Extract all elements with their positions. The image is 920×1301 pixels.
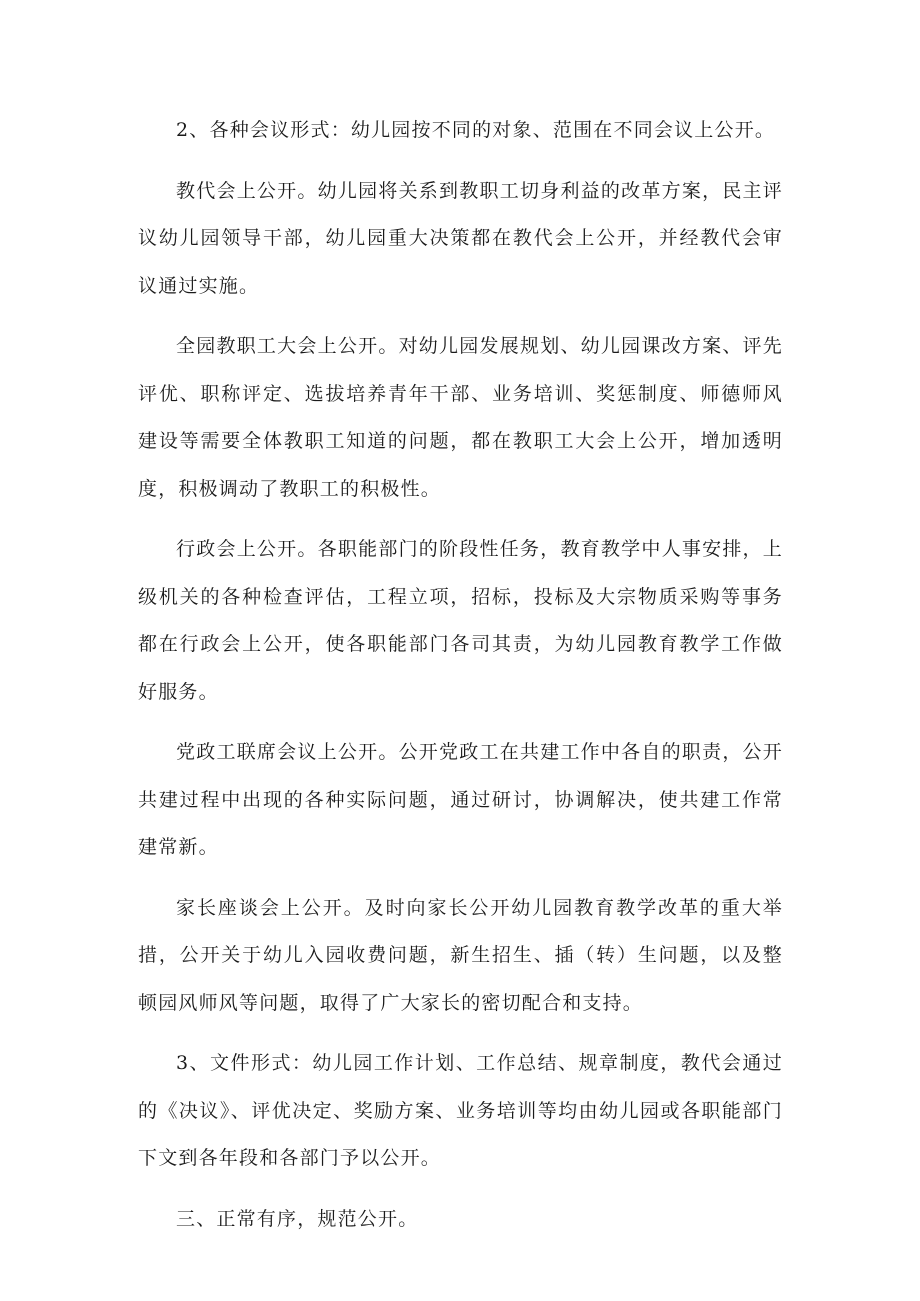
paragraph-meeting-forms: 2、各种会议形式：幼儿园按不同的对象、范围在不同会议上公开。 <box>176 119 776 141</box>
document-body <box>138 107 783 1243</box>
paragraph-joint-meeting: 党政工联席会议上公开。公开党政工在共建工作中各自的职责，公开共建过程中出现的各种实际问题，通过研讨，协调解决，使共建工作常建常新。 <box>138 741 783 858</box>
paragraph-all-staff-meeting: 全园教职工大会上公开。对幼儿园发展规划、幼儿园课改方案、评先评优、职称评定、选拔培养青年干部、业务培训、奖惩制度、师德师风建设等需要全体教职工知道的问题，都在教职工大会上公开，增加透明度，积极调动了教职工的积极性。 <box>138 335 783 500</box>
section-heading-three: 三、正常有序，规范公开。 <box>176 1207 419 1230</box>
paragraph-parent-meeting: 家长座谈会上公开。及时向家长公开幼儿园教育教学改革的重大举措，公开关于幼儿入园收费问题，新生招生、插（转）生问题，以及整顿园风师风等问题，取得了广大家长的密切配合和支持。 <box>138 896 783 1014</box>
paragraph-staff-congress: 教代会上公开。幼儿园将关系到教职工切身利益的改革方案，民主评议幼儿园领导干部，幼儿园重大决策都在教代会上公开，并经教代会审议通过实施。 <box>138 179 783 297</box>
paragraph-administrative-meeting: 行政会上公开。各职能部门的阶段性任务，教育教学中人事安排，上级机关的各种检查评估，工程立项，招标，投标及大宗物质采购等事务都在行政会上公开，使各职能部门各司其责，为幼儿园教育教学工作做好服务。 <box>138 538 783 703</box>
paragraph-document-forms: 3、文件形式：幼儿园工作计划、工作总结、规章制度，教代会通过的《决议》、评优决定、奖励方案、业务培训等均由幼儿园或各职能部门下文到各年段和各部门予以公开。 <box>138 1052 783 1169</box>
